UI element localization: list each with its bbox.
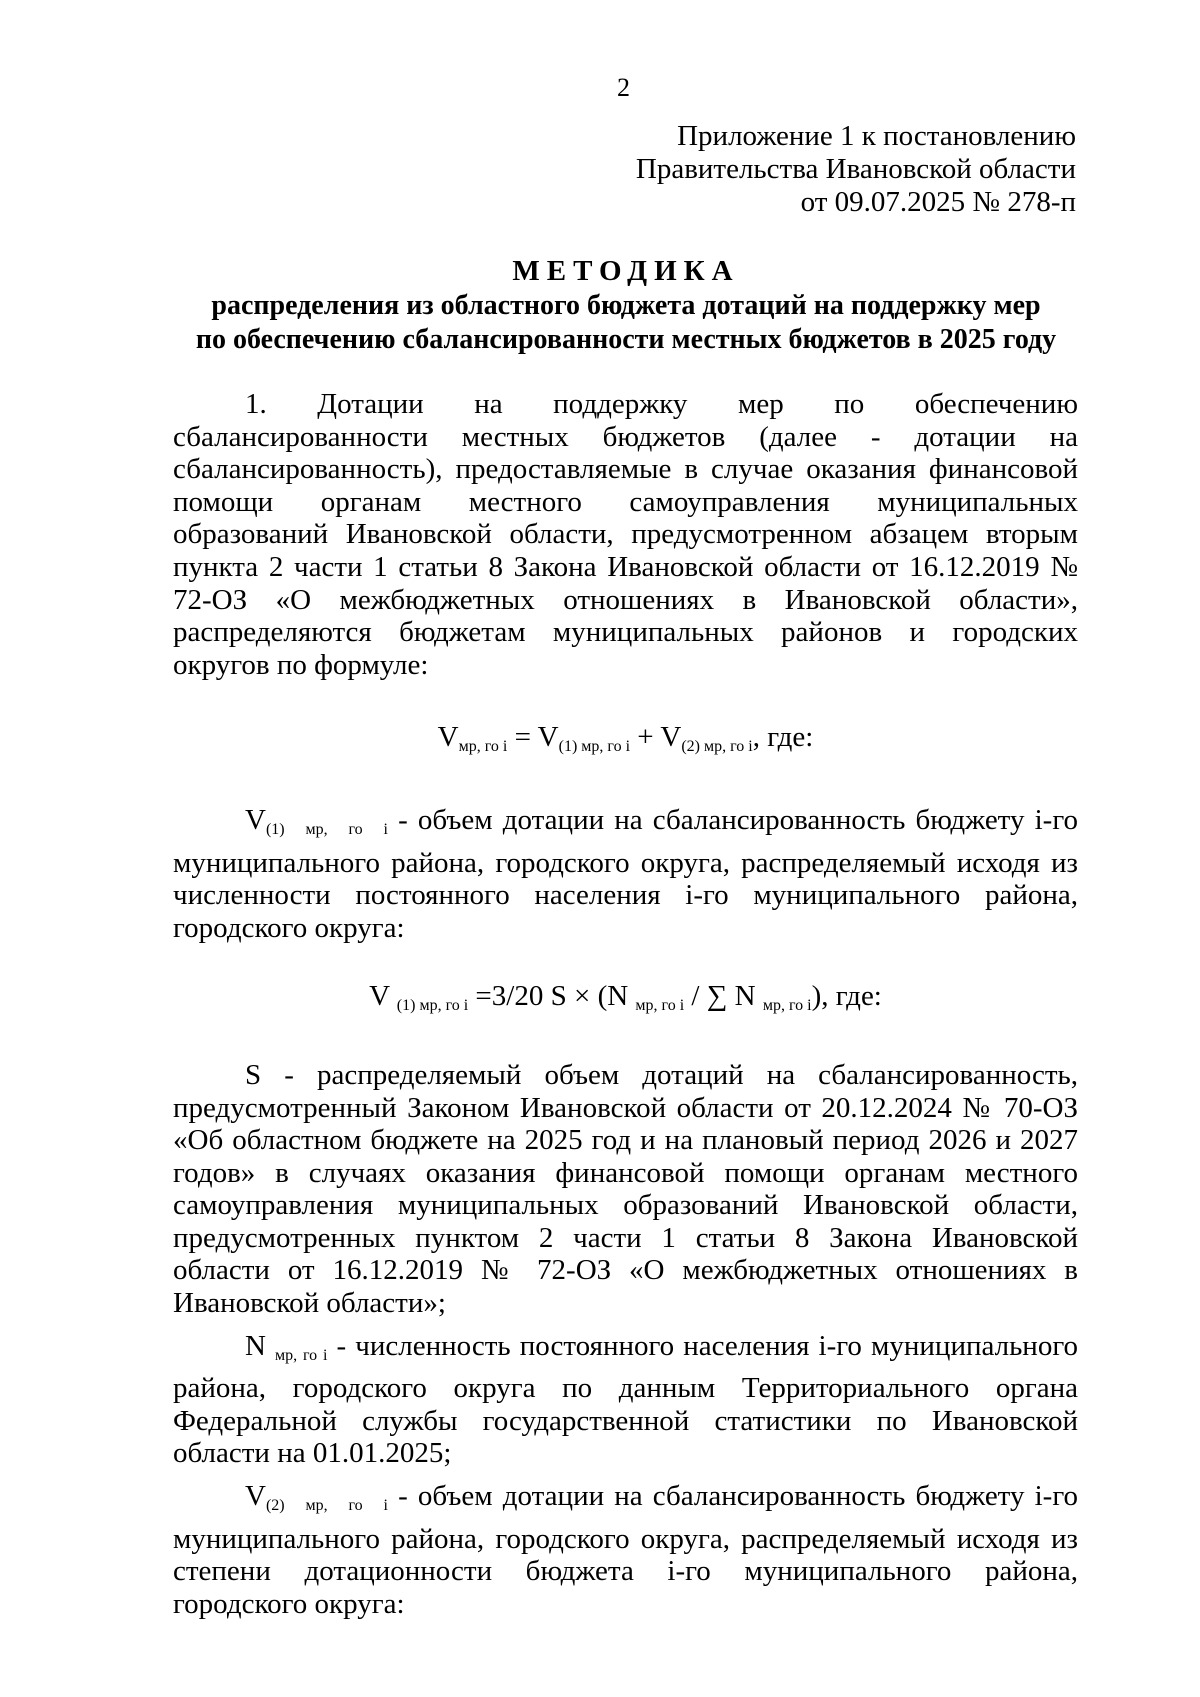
formula-symbol: V: [537, 721, 559, 754]
definition-symbol: N: [245, 1329, 276, 1362]
formula-expression: =3/20 S × (N: [468, 980, 636, 1013]
formula-symbol: V: [369, 980, 397, 1013]
formula-subscript: (1) мр, го i: [558, 738, 631, 756]
appendix-line-3: от 09.07.2025 № 278-п: [800, 186, 1076, 218]
definition-text: - объем дотации на сбалансированность бюджету i-го муниципального района, городского округа, распределяемый исходя из степени дотационности бюджета i-го муниципального района, городского округа:: [173, 1480, 1078, 1620]
formula-tail: ), где:: [811, 980, 882, 1013]
document-body: [173, 388, 1078, 1620]
title-line-2: по обеспечению сбалансированности местных бюджетов в 2025 году: [195, 324, 1057, 355]
definition-text: - численность постоянного населения i-го муниципального района, городского округа по данным Территориального органа Федеральной службы государственной статистики по Ивановской области на 01.01.2025;: [173, 1329, 1078, 1470]
definition-text: - объем дотации на сбалансированность бюджету i-го муниципального района, городского округа, распределяемый исходя из численности постоянного населения i-го муниципального района, городского округа:: [173, 803, 1078, 944]
formula-subscript: (1) мр, го i: [396, 997, 469, 1015]
formula-subscript: мр, го i: [458, 738, 508, 756]
formula-total: [173, 721, 1078, 764]
definition-s: [173, 1059, 1078, 1320]
title-word: МЕТОДИКА: [512, 255, 740, 287]
definition-text: - распределяемый объем дотаций на сбалансированность, предусмотренный Законом Ивановской области от 20.12.2024 № 70-ОЗ «Об областном бюджете на 2025 год и на плановый период 2026 и 2027 годов» в случаях оказания финансовой помощи органам местного самоуправления муниципальных образований Ивановской области, предусмотренных пунктом 2 части 1 статьи 8 Закона Ивановской области от 16.12.2019 № 72-ОЗ «О межбюджетных отношениях в Ивановской области»;: [173, 1058, 1078, 1320]
formula-operator: +: [630, 721, 661, 754]
definition-symbol: V: [245, 1480, 266, 1513]
formula-subscript: мр, го i: [635, 997, 685, 1015]
formula-tail: , где:: [752, 721, 814, 754]
document-title: [176, 253, 1076, 357]
appendix-reference: [636, 120, 1076, 219]
definition-v2: [173, 1480, 1078, 1620]
title-line-1: распределения из областного бюджета дотаций на поддержку мер: [211, 290, 1041, 321]
definition-subscript: (2) мр, го i: [265, 1497, 388, 1515]
definition-symbol: S: [245, 1058, 262, 1091]
appendix-line-1: Приложение 1 к постановлению: [677, 120, 1076, 152]
definition-subscript: мр, го i: [275, 1346, 328, 1364]
formula-subscript: (2) мр, го i: [681, 738, 753, 756]
formula-symbol: V: [660, 721, 682, 754]
formula-expression: / ∑ N: [684, 980, 763, 1013]
definition-subscript: (1) мр, го i: [265, 820, 388, 838]
definition-v1: [173, 804, 1078, 944]
formula-symbol: V: [437, 721, 459, 754]
formula-subscript: мр, го i: [762, 997, 812, 1015]
formula-v1: [173, 980, 1078, 1023]
definition-symbol: V: [245, 803, 266, 836]
definition-n: [173, 1330, 1078, 1470]
paragraph-1: 1. Дотации на поддержку мер по обеспечению сбалансированности местных бюджетов (далее - дотации на сбалансированность), предоставляемые в случае оказания финансовой помощи органам местного самоуправления муниципальных образований Ивановской области, предусмотренном абзацем вторым пункта 2 части 1 статьи 8 Закона Ивановской области от 16.12.2019 № 72-ОЗ «О межбюджетных отношениях в Ивановской области», распределяются бюджетам муниципальных районов и городских округов по формуле:: [173, 388, 1078, 681]
formula-operator: =: [507, 721, 538, 754]
appendix-line-2: Правительства Ивановской области: [635, 153, 1076, 185]
page-number: 2: [617, 73, 630, 102]
